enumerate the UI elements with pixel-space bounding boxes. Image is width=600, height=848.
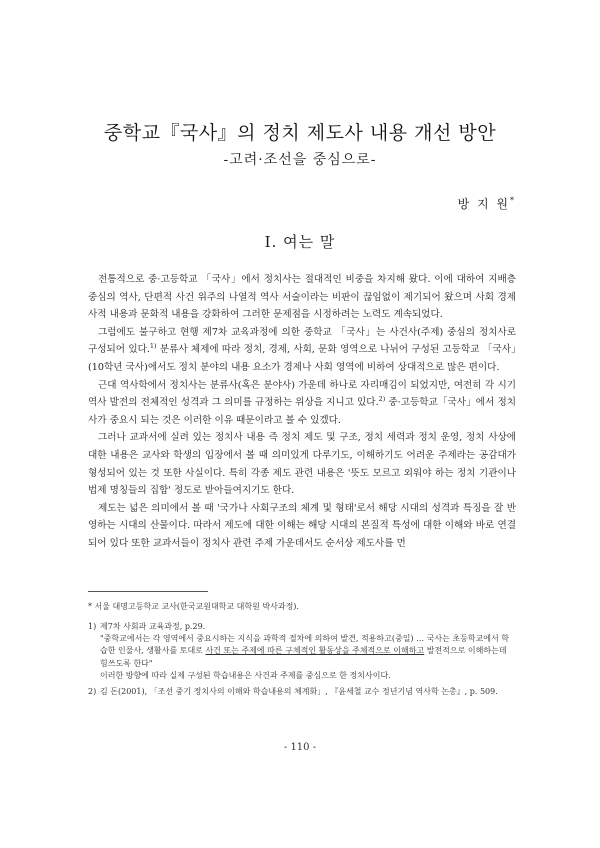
paragraph-text: 그럼에도 불구하고 현행 제7차 교육과정에 의한 중학교 「국사」는 사건사(주제) 중심의 정치사로 구성되어 있다. — [88, 326, 516, 356]
footnote-2-row — [88, 686, 516, 698]
author-name-text: 방 지 원 — [457, 197, 510, 211]
footnote-2 — [88, 686, 516, 698]
paragraph-text: 분류사 체제에 따라 정치, 경제, 사회, 문화 영역으로 나뉘어 구성된 고등학교 「국사」(10학년 국사)에서도 정치 분야의 내용 요소가 경제나 사회 영역에 비하여 상대적으로 많은 편이다. — [88, 344, 516, 373]
footnote-1-citation: 제7차 사회과 교육과정, p.29. — [100, 622, 206, 631]
footnote-ref-2: 2) — [378, 394, 386, 403]
footnote-number: 1) — [88, 622, 97, 631]
footnote-divider — [88, 591, 208, 592]
body-text — [88, 271, 516, 553]
paper-subtitle: -고려·조선을 중심으로- — [223, 152, 377, 168]
paper-title: 중학교『국사』의 정치 제도사 내용 개선 방안 — [103, 122, 497, 144]
footnote-1 — [88, 621, 516, 682]
section-heading: Ⅰ. 여는 말 — [264, 233, 336, 251]
author-affiliation-note: * 서울 대명고등학교 교사(한국교원대학교 대학원 박사과정). — [88, 602, 299, 611]
paragraph — [88, 324, 516, 377]
footnote-2-citation: 김 돈(2001), 「조선 중기 정치사의 이해와 학습내용의 체계화」, 『윤세철 교수 정년기념 역사학 논총』, p. 509. — [100, 687, 498, 696]
author-name — [458, 193, 514, 212]
footnote-ref-1: 1) — [149, 342, 157, 351]
paragraph — [88, 377, 516, 430]
footnote-1-row — [88, 621, 516, 633]
quote-text: 발전적으로 이해하는데 힘쓰도록 한다" — [100, 646, 507, 668]
footnote-number: 2) — [88, 687, 97, 696]
page-number: - 110 - — [283, 742, 317, 753]
quote-underlined-text: 사건 또는 주제에 따른 구체적인 활동상을 주체적으로 이해하고 — [205, 646, 425, 656]
paragraph-text: 중·고등학교「국사」에서 정치사가 중요시 되는 것은 이러한 이유 때문이라고 볼 수 있겠다. — [88, 397, 516, 426]
quote-text: "중학교에서는 각 영역에서 중요시하는 지식을 과학적 절차에 의하여 발견, 적용하고(중일) … 국사는 초등학교에서 학습한 인물사, 생활사를 토대로 — [100, 634, 510, 656]
author-footnote-mark: * — [510, 196, 514, 205]
paragraph: 그러나 교과서에 실려 있는 정치사 내용 즉 정치 제도 및 구조, 정치 세력과 정치 운영, 정치 사상에 대한 내용은 교사와 학생의 입장에서 볼 때 의미있게 다루기도, 이해하기도 어려운 주제라는 공감대가 형성되어 있는 것 또한 사실이다. 특히 각종 제도 관련 내용은 '뜻도 모르고 외워야 하는 정치 기관이나 법제 명칭들의 집합' 정도로 받아들여지기도 한다. — [88, 432, 516, 497]
paragraph-text: 근대 역사학에서 정치사는 분류사(혹은 분야사) 가운데 하나로 자리매김이 되었지만, 여전히 각 시기 역사 발전의 전체적인 성격과 그 의미를 규정하는 위상을 지니고 있다. — [88, 379, 516, 409]
paragraph: 제도는 넓은 의미에서 볼 때 '국가나 사회구조의 체계 및 형태'로서 해당 시대의 성격과 특징을 잘 반영하는 시대의 산물이다. 따라서 제도에 대한 이해는 해당 시대의 본질적 특성에 대한 이해와 바로 연결되어 있다 또한 교과서들이 정치사 관련 주제 가운데서도 순서상 제도사를 먼 — [88, 502, 516, 549]
footnote-1-quote — [88, 633, 516, 670]
paragraph: 전통적으로 중·고등학교 「국사」에서 정치사는 절대적인 비중을 차지해 왔다. 이에 대하여 지배층 중심의 역사, 단편적 사건 위주의 나열적 역사 서술이라는 비판이 끊임없이 제기되어 왔으며 사회 경제사적 내용과 문화적 내용을 강화하여 그러한 문제점을 시정하려는 노력도 계속되었다. — [88, 274, 516, 321]
footnote-1-closing: 이러한 방향에 따라 실제 구성된 학습내용은 사건과 주제를 중심으로 한 정치사이다. — [100, 670, 391, 680]
